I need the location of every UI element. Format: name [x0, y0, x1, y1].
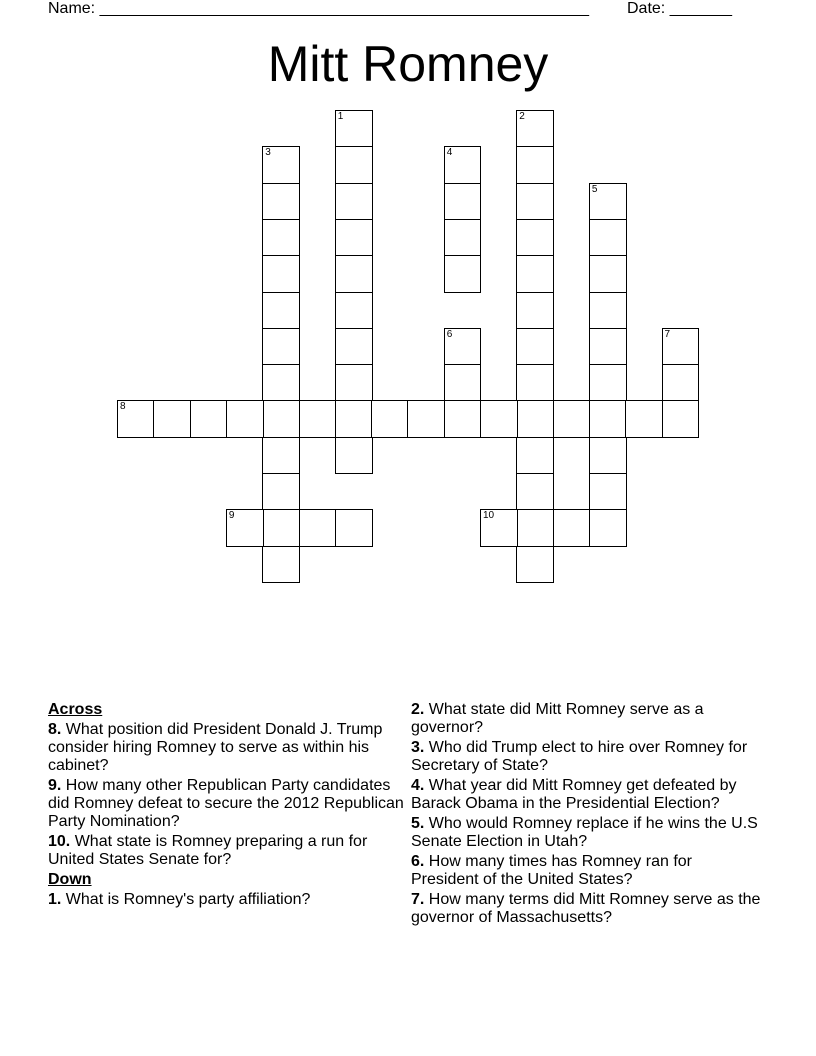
- clue-down-6: [411, 853, 761, 889]
- clue-number-label: 8: [120, 401, 126, 413]
- crossword-cell[interactable]: [553, 509, 591, 547]
- clue-number-label: 6: [446, 328, 453, 340]
- clue-down-1: [48, 891, 408, 909]
- crossword-cell[interactable]: [516, 509, 554, 547]
- clue-number: 7.: [411, 891, 425, 908]
- clue-number-label: 3: [265, 147, 271, 159]
- crossword-cell[interactable]: [516, 328, 554, 366]
- crossword-cell[interactable]: [589, 364, 627, 402]
- crossword-cell[interactable]: [262, 255, 300, 293]
- crossword-cell[interactable]: [444, 255, 482, 293]
- crossword-cell[interactable]: [335, 183, 373, 221]
- clue-across-8: [48, 721, 408, 775]
- crossword-cell[interactable]: [299, 400, 337, 438]
- clue-down-3: [411, 739, 761, 775]
- crossword-cell[interactable]: [516, 146, 554, 184]
- crossword-cell[interactable]: [589, 292, 627, 330]
- date-field-line[interactable]: Date: _______: [627, 0, 732, 17]
- crossword-cell[interactable]: [335, 219, 373, 257]
- crossword-cell[interactable]: [262, 183, 300, 221]
- clue-number: 4.: [411, 777, 425, 794]
- crossword-cell[interactable]: [516, 437, 554, 475]
- crossword-cell[interactable]: [407, 400, 445, 438]
- clue-number: 1.: [48, 891, 62, 908]
- clue-number: 3.: [411, 739, 425, 756]
- crossword-cell[interactable]: [335, 255, 373, 293]
- crossword-cell[interactable]: [335, 110, 373, 148]
- crossword-cell[interactable]: [589, 183, 627, 221]
- crossword-cell[interactable]: [335, 146, 373, 184]
- clue-number-label: 2: [519, 111, 525, 122]
- clue-number-label: 5: [591, 183, 598, 195]
- crossword-cell[interactable]: [262, 146, 300, 184]
- crossword-cell[interactable]: [444, 400, 482, 438]
- crossword-cell[interactable]: [262, 292, 300, 330]
- crossword-cell[interactable]: [589, 437, 627, 475]
- crossword-cell[interactable]: [625, 400, 663, 438]
- clue-text: What is Romney's party affiliation?: [61, 891, 311, 908]
- crossword-cell[interactable]: [516, 255, 554, 293]
- clue-text: What year did Mitt Romney get defeated by Barack Obama in the Presidential Election?: [411, 777, 737, 812]
- crossword-cell[interactable]: [226, 400, 264, 438]
- crossword-cell[interactable]: [589, 509, 627, 547]
- clue-across-10: [48, 833, 408, 869]
- crossword-cell[interactable]: [516, 183, 554, 221]
- crossword-cell[interactable]: [153, 400, 191, 438]
- page-title: Mitt Romney: [267, 36, 549, 92]
- clue-number: 6.: [411, 853, 425, 870]
- crossword-cell[interactable]: [335, 437, 373, 475]
- crossword-cell[interactable]: [516, 473, 554, 511]
- crossword-cell[interactable]: [371, 400, 409, 438]
- crossword-cell[interactable]: [299, 509, 337, 547]
- crossword-cell[interactable]: [335, 509, 373, 547]
- clue-number-label: 4: [446, 147, 453, 159]
- clue-number-label: 1: [337, 111, 344, 122]
- crossword-cell[interactable]: [589, 328, 627, 366]
- clue-number: 2.: [411, 701, 425, 718]
- crossword-cell[interactable]: [262, 509, 300, 547]
- crossword-cell[interactable]: [553, 400, 591, 438]
- crossword-cell[interactable]: [516, 292, 554, 330]
- crossword-cell[interactable]: [662, 364, 700, 402]
- crossword-cell[interactable]: [262, 546, 300, 584]
- clues-column-right: [411, 701, 761, 929]
- crossword-cell[interactable]: [662, 400, 700, 438]
- clues-column-left: [48, 701, 408, 911]
- crossword-cell[interactable]: [589, 219, 627, 257]
- clue-number-label: 10: [483, 510, 495, 522]
- clue-text: What position did President Donald J. Trump consider hiring Romney to serve as within his cabinet?: [48, 721, 383, 774]
- clue-text: What state did Mitt Romney serve as a governor?: [411, 701, 704, 736]
- across-heading: Across: [48, 701, 103, 718]
- crossword-cell[interactable]: [516, 546, 554, 584]
- crossword-cell[interactable]: [589, 255, 627, 293]
- crossword-cell[interactable]: [589, 473, 627, 511]
- crossword-cell[interactable]: [516, 364, 554, 402]
- clue-number-label: 7: [664, 328, 671, 340]
- clue-number: 5.: [411, 815, 425, 832]
- crossword-cell[interactable]: [335, 328, 373, 366]
- clue-text: How many other Republican Party candidates did Romney defeat to secure the 2012 Republican Party Nomination?: [48, 777, 404, 830]
- crossword-cell[interactable]: [444, 183, 482, 221]
- crossword-cell[interactable]: [262, 473, 300, 511]
- crossword-cell[interactable]: [516, 400, 554, 438]
- clue-down-5: [411, 815, 761, 851]
- crossword-cell[interactable]: [190, 400, 228, 438]
- clue-number: 10.: [48, 833, 71, 850]
- crossword-cell[interactable]: [662, 328, 700, 366]
- crossword-cell[interactable]: [444, 328, 482, 366]
- crossword-cell[interactable]: [444, 364, 482, 402]
- crossword-cell[interactable]: [262, 219, 300, 257]
- crossword-cell[interactable]: [335, 400, 373, 438]
- clue-number: 8.: [48, 721, 62, 738]
- crossword-cell[interactable]: [226, 509, 264, 547]
- crossword-cell[interactable]: [516, 219, 554, 257]
- crossword-cell[interactable]: [262, 400, 300, 438]
- clue-down-7: [411, 891, 761, 927]
- crossword-cell[interactable]: [589, 400, 627, 438]
- crossword-cell[interactable]: [444, 146, 482, 184]
- crossword-cell[interactable]: [516, 110, 554, 148]
- crossword-cell[interactable]: [117, 400, 155, 438]
- crossword-cell[interactable]: [262, 364, 300, 402]
- clue-text: How many times has Romney ran for President of the United States?: [411, 853, 692, 888]
- crossword-cell[interactable]: [444, 219, 482, 257]
- crossword-cell[interactable]: [335, 364, 373, 402]
- down-heading: Down: [48, 871, 92, 888]
- clue-text: What state is Romney preparing a run for United States Senate for?: [48, 833, 368, 868]
- clue-text: How many terms did Mitt Romney serve as the governor of Massachusetts?: [411, 891, 761, 926]
- clue-number-label: 9: [228, 510, 235, 522]
- clue-across-9: [48, 777, 408, 831]
- crossword-cell[interactable]: [335, 292, 373, 330]
- clue-number: 9.: [48, 777, 62, 794]
- crossword-cell[interactable]: [262, 437, 300, 475]
- clue-text: Who did Trump elect to hire over Romney for Secretary of State?: [411, 739, 748, 774]
- clue-down-2: [411, 701, 761, 737]
- crossword-cell[interactable]: [480, 400, 518, 438]
- clue-down-4: [411, 777, 761, 813]
- crossword-cell[interactable]: [262, 328, 300, 366]
- clue-text: Who would Romney replace if he wins the U.S Senate Election in Utah?: [411, 815, 758, 850]
- name-field-line[interactable]: Name: _______________________________________________________: [48, 0, 589, 17]
- crossword-cell[interactable]: [480, 509, 518, 547]
